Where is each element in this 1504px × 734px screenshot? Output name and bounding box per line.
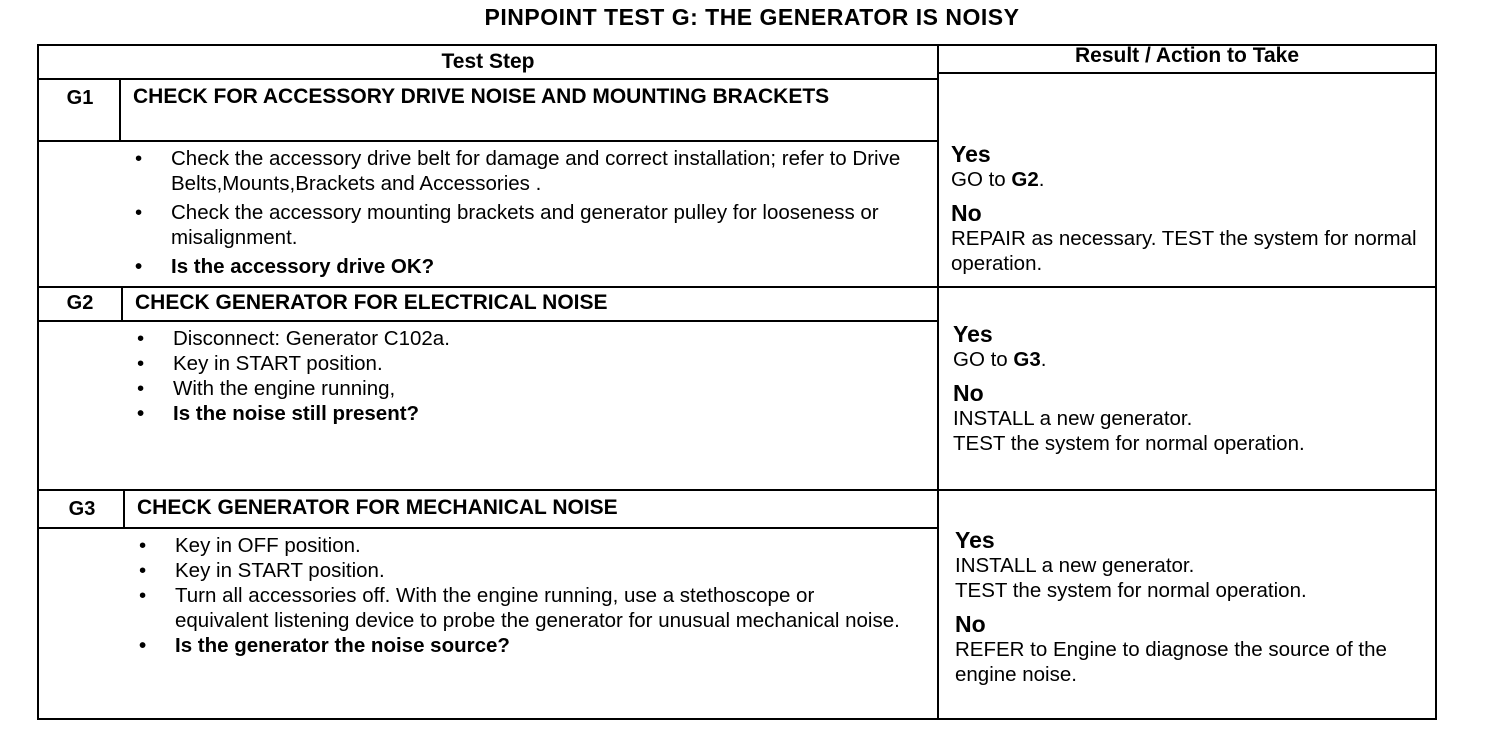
step-code-g2: G2 <box>66 292 94 314</box>
step-bullets-g2 <box>137 326 917 430</box>
code-divider <box>121 286 123 320</box>
result-g2 <box>953 321 1433 456</box>
list-item: • Is the generator the noise source? <box>139 633 909 658</box>
list-item: • Key in OFF position. <box>139 533 909 558</box>
yes-action: INSTALL a new generator. TEST the system for normal operation. <box>955 554 1307 602</box>
row-divider <box>37 527 937 529</box>
header-divider-result <box>937 72 1437 74</box>
no-label: No <box>951 200 982 226</box>
list-item: • With the engine running, <box>137 376 917 401</box>
list-item: • Check the accessory mounting brackets and generator pulley for looseness or misalignment. <box>135 200 915 250</box>
row-divider <box>37 489 1437 491</box>
list-item: • Disconnect: Generator C102a. <box>137 326 917 351</box>
step-bullets-g1 <box>135 146 915 283</box>
no-action: INSTALL a new generator. TEST the system for normal operation. <box>953 407 1305 455</box>
step-heading-g2: CHECK GENERATOR FOR ELECTRICAL NOISE <box>135 291 608 314</box>
no-action: REFER to Engine to diagnose the source of the engine noise. <box>955 638 1387 686</box>
yes-action: GO to G2. <box>951 168 1045 191</box>
list-item: • Key in START position. <box>139 558 909 583</box>
list-item: • Check the accessory drive belt for damage and correct installation; refer to Drive Belts,Mounts,Brackets and Accessories . <box>135 146 915 196</box>
step-heading-g1: CHECK FOR ACCESSORY DRIVE NOISE AND MOUNTING BRACKETS <box>133 85 830 108</box>
row-divider <box>37 286 1437 288</box>
test-step-header: Test Step <box>441 50 535 73</box>
result-g1 <box>951 141 1431 276</box>
step-code-g1: G1 <box>66 87 94 109</box>
list-item: • Is the noise still present? <box>137 401 917 426</box>
result-g3 <box>955 527 1435 687</box>
next-step-link: G3 <box>1013 348 1041 371</box>
row-divider <box>37 320 937 322</box>
yes-action: GO to G3. <box>953 348 1047 371</box>
no-action: REPAIR as necessary. TEST the system for normal operation. <box>951 227 1417 275</box>
list-item: • Key in START position. <box>137 351 917 376</box>
yes-label: Yes <box>953 321 993 347</box>
code-divider <box>123 489 125 527</box>
yes-label: Yes <box>955 527 995 553</box>
next-step-link: G2 <box>1011 168 1039 191</box>
step-bullets-g3 <box>139 533 909 662</box>
row-divider <box>37 140 937 142</box>
step-heading-g3: CHECK GENERATOR FOR MECHANICAL NOISE <box>137 496 618 519</box>
list-item: • Is the accessory drive OK? <box>135 254 915 279</box>
column-divider <box>937 44 939 720</box>
header-divider <box>37 78 937 80</box>
yes-label: Yes <box>951 141 991 167</box>
page-title: PINPOINT TEST G: THE GENERATOR IS NOISY <box>484 4 1020 30</box>
no-label: No <box>953 380 984 406</box>
result-header: Result / Action to Take <box>1074 44 1300 67</box>
list-item: • Turn all accessories off. With the engine running, use a stethoscope or equivalent listening device to probe the generator for unusual mechanical noise. <box>139 583 909 633</box>
step-code-g3: G3 <box>68 498 96 520</box>
no-label: No <box>955 611 986 637</box>
